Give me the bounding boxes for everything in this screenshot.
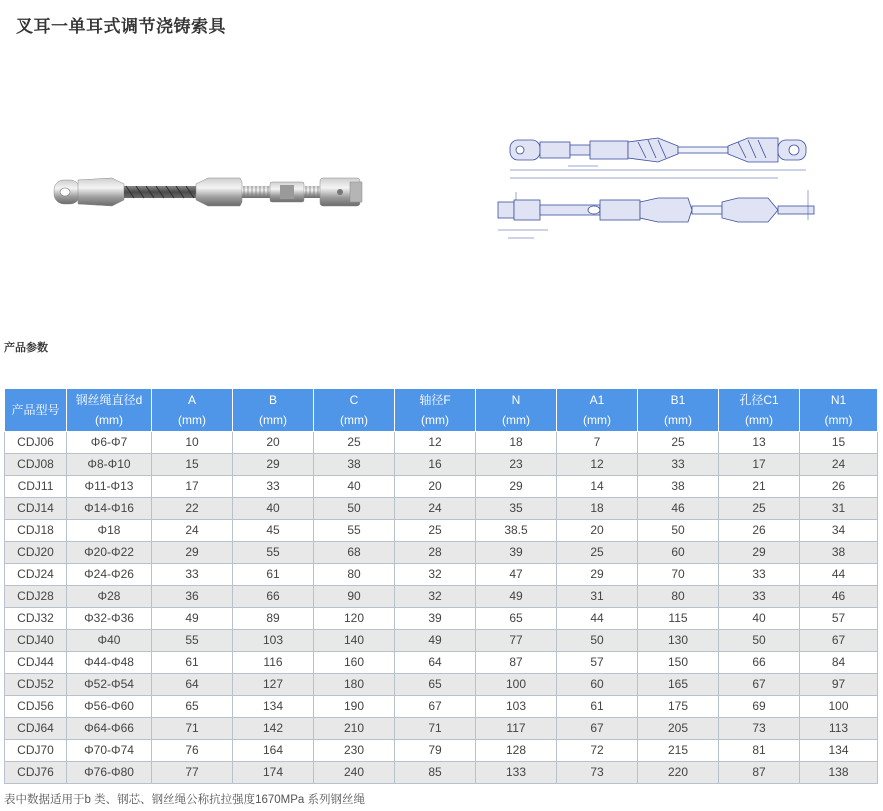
table-cell: 84	[800, 652, 878, 674]
table-cell: 67	[800, 630, 878, 652]
table-cell: 15	[152, 454, 233, 476]
table-cell: 17	[719, 454, 800, 476]
table-cell: 20	[557, 520, 638, 542]
table-cell: CDJ24	[5, 564, 67, 586]
table-cell: 70	[638, 564, 719, 586]
table-cell: 61	[557, 696, 638, 718]
header-shaft-diameter: 轴径F (mm)	[395, 389, 476, 432]
table-cell: 66	[233, 586, 314, 608]
table-cell: 18	[476, 432, 557, 454]
table-cell: 55	[152, 630, 233, 652]
table-cell: 17	[152, 476, 233, 498]
table-cell: 64	[395, 652, 476, 674]
table-cell: 140	[314, 630, 395, 652]
table-cell: Φ18	[67, 520, 152, 542]
table-row	[5, 740, 878, 762]
table-cell: 55	[233, 542, 314, 564]
table-row	[5, 432, 878, 454]
table-cell: 45	[233, 520, 314, 542]
table-cell: 67	[557, 718, 638, 740]
table-cell: 81	[719, 740, 800, 762]
header-model: 产品型号	[5, 389, 67, 432]
table-cell: 55	[314, 520, 395, 542]
table-cell: 50	[314, 498, 395, 520]
table-cell: 29	[233, 454, 314, 476]
table-cell: 174	[233, 762, 314, 784]
table-cell: 77	[152, 762, 233, 784]
table-cell: 44	[800, 564, 878, 586]
table-cell: 73	[557, 762, 638, 784]
table-cell: 40	[233, 498, 314, 520]
table-cell: 25	[638, 432, 719, 454]
table-cell: 46	[638, 498, 719, 520]
table-cell: CDJ44	[5, 652, 67, 674]
table-cell: Φ28	[67, 586, 152, 608]
table-cell: 13	[719, 432, 800, 454]
table-cell: 215	[638, 740, 719, 762]
table-cell: 26	[719, 520, 800, 542]
table-cell: CDJ64	[5, 718, 67, 740]
table-cell: 40	[314, 476, 395, 498]
table-cell: CDJ28	[5, 586, 67, 608]
table-cell: 160	[314, 652, 395, 674]
table-cell: 39	[476, 542, 557, 564]
table-cell: 138	[800, 762, 878, 784]
table-cell: 61	[233, 564, 314, 586]
table-cell: 133	[476, 762, 557, 784]
table-cell: CDJ76	[5, 762, 67, 784]
header-b: B (mm)	[233, 389, 314, 432]
header-n1: N1 (mm)	[800, 389, 878, 432]
table-cell: 49	[476, 586, 557, 608]
table-cell: 130	[638, 630, 719, 652]
table-cell: Φ20-Φ22	[67, 542, 152, 564]
table-cell: CDJ52	[5, 674, 67, 696]
table-cell: 36	[152, 586, 233, 608]
table-cell: 76	[152, 740, 233, 762]
table-cell: 31	[800, 498, 878, 520]
table-cell: 115	[638, 608, 719, 630]
table-cell: 14	[557, 476, 638, 498]
table-cell: 80	[638, 586, 719, 608]
table-cell: 100	[476, 674, 557, 696]
table-cell: 87	[719, 762, 800, 784]
table-cell: 24	[395, 498, 476, 520]
table-row	[5, 762, 878, 784]
table-row	[5, 608, 878, 630]
table-cell: 150	[638, 652, 719, 674]
table-cell: 142	[233, 718, 314, 740]
table-cell: 180	[314, 674, 395, 696]
table-cell: 69	[719, 696, 800, 718]
table-cell: 71	[152, 718, 233, 740]
table-row	[5, 674, 878, 696]
table-cell: 164	[233, 740, 314, 762]
table-cell: 60	[557, 674, 638, 696]
table-cell: Φ8-Φ10	[67, 454, 152, 476]
header-a: A (mm)	[152, 389, 233, 432]
table-header-row	[5, 389, 878, 432]
table-cell: 65	[395, 674, 476, 696]
table-cell: 67	[719, 674, 800, 696]
table-cell: 32	[395, 564, 476, 586]
table-cell: 29	[557, 564, 638, 586]
page-title: 叉耳一单耳式调节浇铸索具	[16, 17, 226, 37]
table-cell: 113	[800, 718, 878, 740]
table-cell: 90	[314, 586, 395, 608]
table-cell: Φ40	[67, 630, 152, 652]
table-cell: CDJ18	[5, 520, 67, 542]
table-cell: 100	[800, 696, 878, 718]
table-cell: 50	[719, 630, 800, 652]
table-cell: 134	[233, 696, 314, 718]
table-cell: 97	[800, 674, 878, 696]
table-cell: 25	[395, 520, 476, 542]
table-cell: Φ11-Φ13	[67, 476, 152, 498]
table-cell: 25	[314, 432, 395, 454]
table-cell: Φ76-Φ80	[67, 762, 152, 784]
table-cell: 116	[233, 652, 314, 674]
table-cell: Φ24-Φ26	[67, 564, 152, 586]
table-cell: Φ6-Φ7	[67, 432, 152, 454]
table-cell: 190	[314, 696, 395, 718]
table-cell: 29	[476, 476, 557, 498]
section-title-parameters: 产品参数	[4, 341, 48, 354]
table-row	[5, 586, 878, 608]
table-cell: CDJ06	[5, 432, 67, 454]
table-cell: Φ70-Φ74	[67, 740, 152, 762]
table-cell: CDJ20	[5, 542, 67, 564]
table-row	[5, 696, 878, 718]
table-row	[5, 564, 878, 586]
table-cell: Φ64-Φ66	[67, 718, 152, 740]
table-cell: 15	[800, 432, 878, 454]
table-cell: CDJ40	[5, 630, 67, 652]
table-cell: 57	[557, 652, 638, 674]
table-cell: 64	[152, 674, 233, 696]
table-cell: 230	[314, 740, 395, 762]
table-cell: 40	[719, 608, 800, 630]
table-cell: 22	[152, 498, 233, 520]
table-cell: 240	[314, 762, 395, 784]
table-cell: 33	[152, 564, 233, 586]
table-cell: 38	[800, 542, 878, 564]
table-cell: Φ32-Φ36	[67, 608, 152, 630]
table-cell: 68	[314, 542, 395, 564]
table-cell: 33	[638, 454, 719, 476]
table-cell: Φ44-Φ48	[67, 652, 152, 674]
table-cell: 34	[800, 520, 878, 542]
table-cell: 77	[476, 630, 557, 652]
table-cell: 18	[557, 498, 638, 520]
table-cell: 65	[476, 608, 557, 630]
table-cell: CDJ11	[5, 476, 67, 498]
table-cell: 205	[638, 718, 719, 740]
table-cell: Φ56-Φ60	[67, 696, 152, 718]
table-cell: 16	[395, 454, 476, 476]
table-cell: 87	[476, 652, 557, 674]
table-cell: 31	[557, 586, 638, 608]
table-cell: 73	[719, 718, 800, 740]
table-cell: Φ52-Φ54	[67, 674, 152, 696]
product-photo	[50, 170, 370, 220]
table-cell: 66	[719, 652, 800, 674]
table-cell: 128	[476, 740, 557, 762]
table-row	[5, 498, 878, 520]
table-cell: 20	[395, 476, 476, 498]
table-cell: 89	[233, 608, 314, 630]
table-cell: 25	[719, 498, 800, 520]
table-cell: 46	[800, 586, 878, 608]
table-cell: CDJ14	[5, 498, 67, 520]
table-cell: 32	[395, 586, 476, 608]
table-cell: 38	[638, 476, 719, 498]
table-cell: 44	[557, 608, 638, 630]
table-row	[5, 630, 878, 652]
table-cell: 127	[233, 674, 314, 696]
table-cell: 50	[557, 630, 638, 652]
table-cell: Φ14-Φ16	[67, 498, 152, 520]
table-cell: 7	[557, 432, 638, 454]
table-cell: 220	[638, 762, 719, 784]
table-cell: 25	[557, 542, 638, 564]
parameters-table	[4, 388, 878, 784]
table-cell: 60	[638, 542, 719, 564]
table-cell: 120	[314, 608, 395, 630]
footnote: 表中数据适用于b 类、钢芯、钢丝绳公称抗拉强度1670MPa 系列钢丝绳	[4, 794, 366, 806]
table-cell: 72	[557, 740, 638, 762]
table-cell: 57	[800, 608, 878, 630]
table-row	[5, 718, 878, 740]
table-cell: 103	[233, 630, 314, 652]
table-cell: 33	[719, 586, 800, 608]
table-cell: 12	[395, 432, 476, 454]
table-row	[5, 454, 878, 476]
table-cell: 12	[557, 454, 638, 476]
table-cell: 134	[800, 740, 878, 762]
table-cell: 24	[800, 454, 878, 476]
table-cell: 33	[719, 564, 800, 586]
table-cell: 80	[314, 564, 395, 586]
header-a1: A1 (mm)	[557, 389, 638, 432]
table-cell: 49	[395, 630, 476, 652]
table-cell: 47	[476, 564, 557, 586]
table-cell: 50	[638, 520, 719, 542]
table-cell: CDJ32	[5, 608, 67, 630]
header-b1: B1 (mm)	[638, 389, 719, 432]
table-cell: 61	[152, 652, 233, 674]
table-row	[5, 652, 878, 674]
table-row	[5, 476, 878, 498]
header-hole-diameter: 孔径C1 (mm)	[719, 389, 800, 432]
table-cell: 38.5	[476, 520, 557, 542]
table-cell: 49	[152, 608, 233, 630]
table-cell: 165	[638, 674, 719, 696]
table-cell: 210	[314, 718, 395, 740]
table-cell: 79	[395, 740, 476, 762]
table-cell: 29	[719, 542, 800, 564]
table-cell: 38	[314, 454, 395, 476]
table-cell: 26	[800, 476, 878, 498]
table-cell: 29	[152, 542, 233, 564]
table-cell: 85	[395, 762, 476, 784]
table-cell: 39	[395, 608, 476, 630]
table-row	[5, 542, 878, 564]
table-cell: 23	[476, 454, 557, 476]
technical-drawing	[488, 120, 828, 250]
table-cell: 33	[233, 476, 314, 498]
table-cell: CDJ08	[5, 454, 67, 476]
table-row	[5, 520, 878, 542]
table-cell: 67	[395, 696, 476, 718]
header-rope-diameter: 钢丝绳直径d (mm)	[67, 389, 152, 432]
table-cell: CDJ70	[5, 740, 67, 762]
table-cell: 65	[152, 696, 233, 718]
table-cell: 103	[476, 696, 557, 718]
table-cell: 117	[476, 718, 557, 740]
table-cell: 35	[476, 498, 557, 520]
table-cell: 21	[719, 476, 800, 498]
table-cell: 20	[233, 432, 314, 454]
header-c: C (mm)	[314, 389, 395, 432]
header-n: N (mm)	[476, 389, 557, 432]
table-cell: 71	[395, 718, 476, 740]
table-cell: 24	[152, 520, 233, 542]
table-cell: 175	[638, 696, 719, 718]
table-cell: 28	[395, 542, 476, 564]
table-cell: 10	[152, 432, 233, 454]
table-cell: CDJ56	[5, 696, 67, 718]
